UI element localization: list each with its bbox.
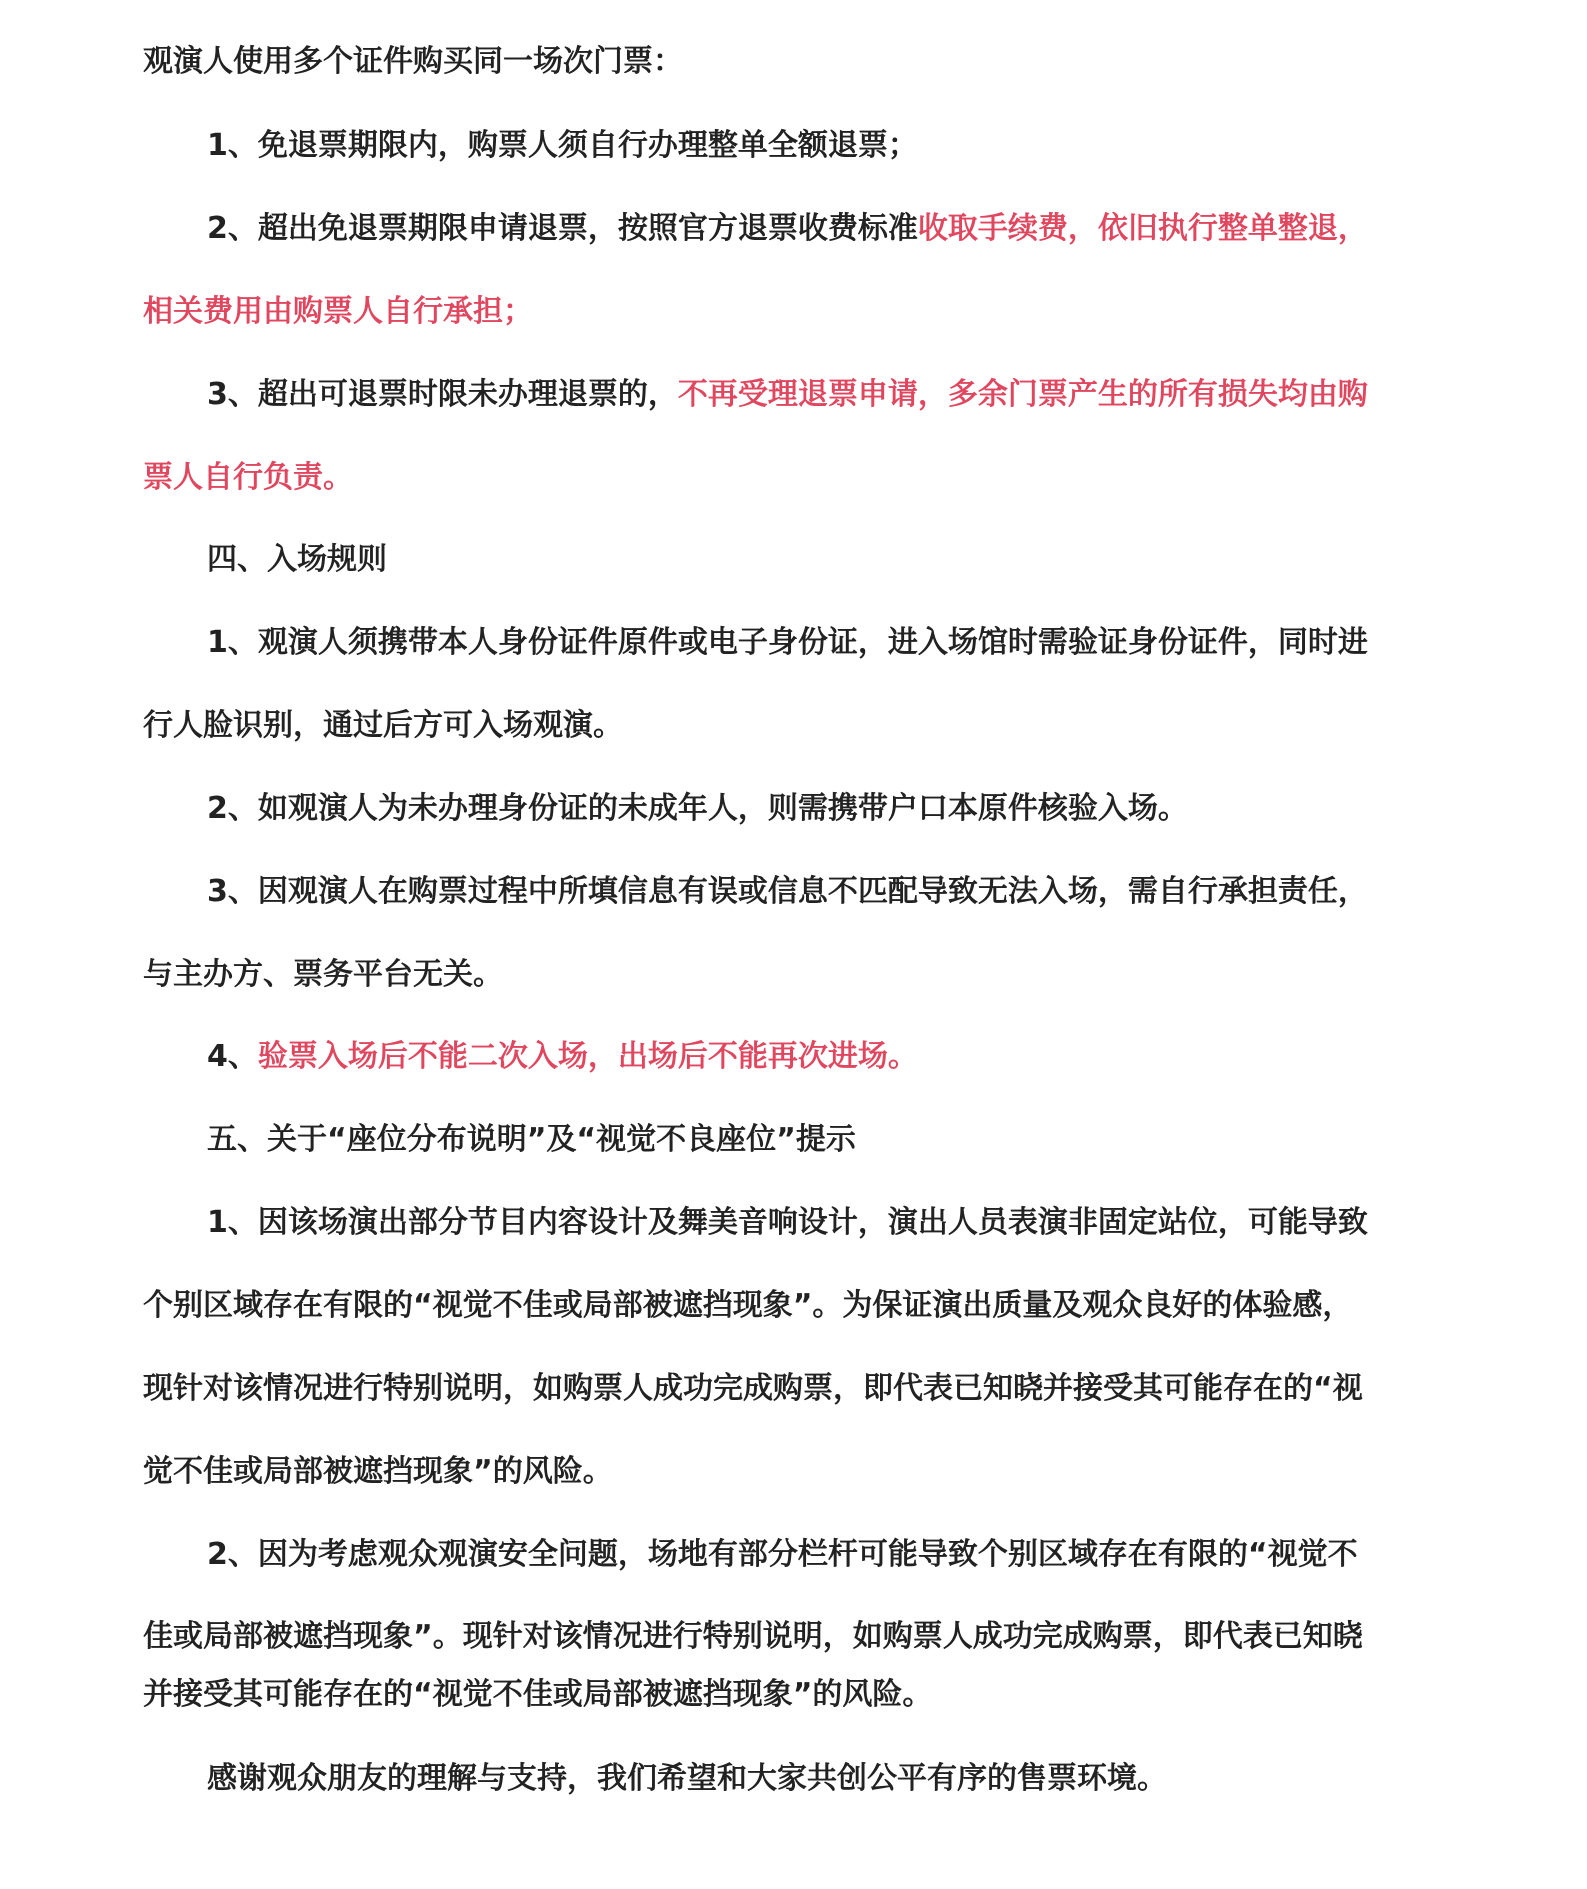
line-text: 1、观演人须携带本人身份证件原件或电子身份证，进入场馆时需验证身份证件，同时进 [207, 625, 1368, 660]
line-text: 感谢观众朋友的理解与支持，我们希望和大家共创公平有序的售票环境。 [207, 1761, 1167, 1796]
refund-rule-2-cont [143, 290, 533, 334]
highlight-text: 票人自行负责。 [143, 460, 353, 495]
line-text: 4、 [207, 1039, 258, 1074]
seating-note-1-cont [143, 1367, 1363, 1411]
closing-line [207, 1757, 1167, 1801]
seating-note-2 [207, 1533, 1358, 1577]
line-text: 2、超出免退票期限申请退票，按照官方退票收费标准 [207, 211, 918, 246]
highlight-text: 不再受理退票申请，多余门票产生的所有损失均由购 [677, 377, 1368, 412]
refund-rule-3 [207, 373, 1368, 417]
entry-rule-1-cont [143, 704, 623, 748]
line-text: 2、如观演人为未办理身份证的未成年人，则需携带户口本原件核验入场。 [207, 791, 1188, 826]
section-heading-seating [207, 1118, 856, 1162]
entry-rule-3-cont [143, 953, 503, 997]
line-text: 3、因观演人在购票过程中所填信息有误或信息不匹配导致无法入场，需自行承担责任， [207, 874, 1368, 909]
line-text: 1、因该场演出部分节目内容设计及舞美音响设计，演出人员表演非固定站位，可能导致 [207, 1205, 1368, 1240]
highlight-text: 相关费用由购票人自行承担； [143, 294, 533, 329]
section-heading-entry-rules [207, 538, 387, 582]
line-text: 并接受其可能存在的“视觉不佳或局部被遮挡现象”的风险。 [143, 1677, 933, 1712]
line-text: 佳或局部被遮挡现象”。现针对该情况进行特别说明，如购票人成功完成购票，即代表已知晓 [143, 1619, 1363, 1654]
highlight-text: 收取手续费，依旧执行整单整退， [917, 211, 1368, 246]
line-text: 个别区域存在有限的“视觉不佳或局部被遮挡现象”。为保证演出质量及观众良好的体验感， [143, 1288, 1353, 1323]
seating-note-2-cont [143, 1615, 1363, 1659]
seating-note-1-cont [143, 1284, 1352, 1328]
line-text: 五、关于“座位分布说明”及“视觉不良座位”提示 [207, 1122, 856, 1157]
refund-rule-3-cont [143, 456, 353, 500]
line-text: 与主办方、票务平台无关。 [143, 957, 503, 992]
line-text: 四、入场规则 [207, 542, 387, 577]
entry-rule-2 [207, 787, 1188, 831]
refund-rule-1 [207, 124, 918, 168]
entry-rule-4 [207, 1035, 918, 1079]
line-text: 现针对该情况进行特别说明，如购票人成功完成购票，即代表已知晓并接受其可能存在的“视 [143, 1371, 1363, 1406]
entry-rule-1 [207, 621, 1368, 665]
seating-note-1 [207, 1201, 1368, 1245]
highlight-text: 验票入场后不能二次入场，出场后不能再次进场。 [257, 1039, 918, 1074]
entry-rule-3 [207, 870, 1368, 914]
line-text: 1、免退票期限内，购票人须自行办理整单全额退票； [207, 128, 918, 163]
line-text: 观演人使用多个证件购买同一场次门票： [143, 44, 683, 79]
seating-note-2-cont [143, 1673, 932, 1717]
line-text: 2、因为考虑观众观演安全问题，场地有部分栏杆可能导致个别区域存在有限的“视觉不 [207, 1537, 1358, 1572]
line-text: 3、超出可退票时限未办理退票的， [207, 377, 678, 412]
line-text: 行人脸识别，通过后方可入场观演。 [143, 708, 623, 743]
intro-line [143, 40, 683, 84]
seating-note-1-cont [143, 1450, 613, 1494]
refund-rule-2 [207, 207, 1368, 251]
line-text: 觉不佳或局部被遮挡现象”的风险。 [143, 1454, 613, 1489]
